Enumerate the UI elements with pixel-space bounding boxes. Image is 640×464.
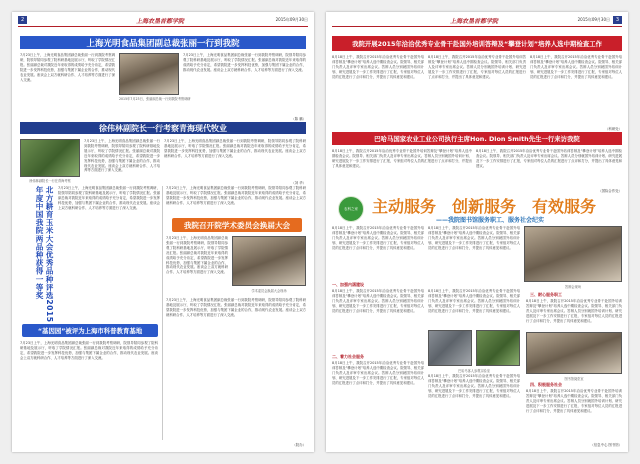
- slogan-part: 主动服务: [372, 197, 437, 216]
- article-text: 7月23日上午，上海光明食品集团副总裁张丽一行到我院考察调研，院领导陪同参观了院科研基地及展示厅，听取了学院情况汇报。张丽副总裁对我院近年来取得的成绩给予充分肯定，希望我院进一步发挥科技优势，加强与集团下属企业的合作，推动现代农业发展。座谈会上双方就科研合作、人才培养等方面进行了深入交流。: [166, 236, 228, 275]
- photo-caption: 徐伟林副院长一行在青海考察: [29, 179, 71, 183]
- masthead: 上海农垦首都学院: [136, 18, 185, 25]
- article-photo: [524, 226, 622, 282]
- issue-date: 2015年09月30日: [577, 17, 610, 22]
- article-text: 8月18日上午，我院召开2015年洽洽优秀专业骨干赴国外培训答辩及“攀登计划”培养人选中期检查会议。院领导、相关部门负责人及评审专家出席会议。答辩人员分别就国外培训计划、研究进展及下一步工作安排进行了汇报，专家组对每位人员的汇报进行了点评和打分，并提出了具体意见和建议。: [332, 226, 424, 250]
- article-photo: [428, 330, 472, 366]
- article-text: 7月23日上午，上海光明食品集团副总裁张丽一行到我院考察调研，院领导陪同参观了院科研基地及展示厅，听取了学院情况汇报。张丽副总裁对我院近年来取得的成绩给予充分肯定，希望我院进一步发挥科技优势，加强与集团下属企业的合作，推动现代农业发展。座谈会上双方就科研合作、人才培养等方面进行了深入交流。: [183, 53, 306, 72]
- photo-caption: 巴哈马客人参观实验室: [458, 369, 490, 373]
- article-text: 8月18日上午，我院召开2015年洽洽优秀专业骨干赴国外培训答辩及“攀登计划”培养人选中期检查会议。院领导、相关部门负责人及评审专家出席会议。答辩人员分别就国外培训计划、研究进展及下一步工作安排进行了汇报，专家组对每位人员的汇报进行了点评和打分，并提出了具体意见和建议。: [530, 55, 622, 79]
- article-text: 7月23日上午，上海光明食品集团副总裁张丽一行到我院考察调研，院领导陪同参观了院科研基地及展示厅，听取了学院情况汇报。张丽副总裁对我院近年来取得的成绩给予充分肯定，希望我院进一步发挥科技优势，加强与集团下属企业的合作，推动现代农业发展。座谈会上双方就科研合作、人才培养等方面进行了深入交流。: [84, 139, 160, 173]
- author-signature: （科研处）: [605, 127, 622, 131]
- article-text: 8月18日上午，我院召开2015年洽洽优秀专业骨干赴国外培训答辩及“攀登计划”培养人选中期检查会议。院领导、相关部门负责人及评审专家出席会议。答辩人员分别就国外培训计划、研究进展及下一步工作安排进行了汇报，专家组对每位人员的汇报进行了点评和打分，并提出了具体意见和建议。: [428, 55, 526, 79]
- photo-caption: 答辩会现场: [565, 285, 581, 289]
- article-text: 8月18日上午，我院召开2015年洽洽优秀专业骨干赴国外培训答辩及“攀登计划”培养人选中期检查会议。院领导、相关部门负责人及评审专家出席会议。答辩人员分别就国外培训计划、研究进展及下一步工作安排进行了汇报，专家组对每位人员的汇报进行了点评和打分，并提出了具体意见和建议。: [476, 149, 622, 168]
- right-page: [326, 12, 628, 452]
- article-photo: [232, 236, 306, 286]
- article-text: 8月18日上午，我院召开2015年洽洽优秀专业骨干赴国外培训答辩及“攀登计划”培养人选中期检查会议。院领导、相关部门负责人及评审专家出席会议。答辩人员分别就国外培训计划、研究进展及下一步工作安排进行了汇报，专家组对每位人员的汇报进行了点评和打分，并提出了具体意见和建议。: [428, 374, 520, 398]
- author-signature: （国际合作处）: [598, 189, 622, 193]
- feature-slogan: [372, 194, 596, 217]
- author-signature: （院办）: [292, 443, 306, 447]
- article-text: 7月23日上午，上海光明食品集团副总裁张丽一行到我院考察调研，院领导陪同参观了院科研基地及展示厅，听取了学院情况汇报。张丽副总裁对我院近年来取得的成绩给予充分肯定，希望我院进一步发挥科技优势，加强与集团下属企业的合作，推动现代农业发展。座谈会上双方就科研合作、人才培养等方面进行了深入交流。: [166, 186, 306, 205]
- left-header: [18, 16, 308, 26]
- section-heading: 一、加强内涵建设: [332, 282, 364, 287]
- slogan-part: 创新服务: [452, 197, 517, 216]
- article-text: 8月18日上午，我院召开2015年洽洽优秀专业骨干赴国外培训答辩及“攀登计划”培养人选中期检查会议。院领导、相关部门负责人及评审专家出席会议。答辩人员分别就国外培训计划、研究进展及下一步工作安排进行了汇报，专家组对每位人员的汇报进行了点评和打分，并提出了具体意见和建议。: [428, 226, 520, 250]
- slogan-part: 有效服务: [532, 197, 597, 216]
- article-text: 7月23日上午，上海光明食品集团副总裁张丽一行到我院考察调研，院领导陪同参观了院科研基地及展示厅，听取了学院情况汇报。张丽副总裁对我院近年来取得的成绩给予充分肯定，希望我院进一步发挥科技优势，加强与集团下属企业的合作，推动现代农业发展。座谈会上双方就科研合作、人才培养等方面进行了深入交流。: [20, 341, 158, 360]
- article-text: 8月18日上午，我院召开2015年洽洽优秀专业骨干赴国外培训答辩及“攀登计划”培养人选中期检查会议。院领导、相关部门负责人及评审专家出席会议。答辩人员分别就国外培训计划、研究进展及下一步工作安排进行了汇报，专家组对每位人员的汇报进行了点评和打分，并提出了具体意见和建议。: [526, 389, 622, 413]
- vertical-headline: 北方耕育玉米大会优秀品种评选2015年度中国我院两品种获得一等奖: [35, 186, 54, 323]
- section-heading: 二、着力社会服务: [332, 354, 364, 359]
- page-number: 3: [613, 16, 622, 24]
- article-text: 8月18日上午，我院召开2015年洽洽优秀专业骨干赴国外培训答辩及“攀登计划”培养人选中期检查会议。院领导、相关部门负责人及评审专家出席会议。答辩人员分别就国外培训计划、研究进展及下一步工作安排进行了汇报，专家组对每位人员的汇报进行了点评和打分，并提出了具体意见和建议。: [428, 289, 520, 313]
- article-text: 8月18日上午，我院召开2015年洽洽优秀专业骨干赴国外培训答辩及“攀登计划”培养人选中期检查会议。院领导、相关部门负责人及评审专家出席会议。答辩人员分别就国外培训计划、研究进展及下一步工作安排进行了汇报，专家组对每位人员的汇报进行了点评和打分，并提出了具体意见和建议。: [526, 299, 622, 323]
- headline-banner: 我院开展2015年洽洽优秀专业骨干赴国外培训答辩及“攀登计划”培养人选中期检查工作: [332, 36, 622, 51]
- article-text: 8月18日上午，我院召开2015年洽洽优秀专业骨干赴国外培训答辩及“攀登计划”培养人选中期检查会议。院领导、相关部门负责人及评审专家出席会议。答辩人员分别就国外培训计划、研究进展及下一步工作安排进行了汇报，专家组对每位人员的汇报进行了点评和打分，并提出了具体意见和建议。: [332, 361, 424, 385]
- article-photo: [476, 330, 520, 366]
- article-text: 7月23日上午，上海光明食品集团副总裁张丽一行到我院考察调研，院领导陪同参观了院科研基地及展示厅，听取了学院情况汇报。张丽副总裁对我院近年来取得的成绩给予充分肯定，希望我院进一步发挥科技优势，加强与集团下属企业的合作，推动现代农业发展。座谈会上双方就科研合作、人才培养等方面进行了深入交流。: [166, 298, 306, 317]
- headline-banner: “基因园”被评为上海市科普教育基地: [22, 324, 158, 337]
- author-signature: （信息中心 图书馆）: [590, 443, 622, 447]
- section-heading: 四、积极服务社会: [530, 382, 562, 387]
- header-rule: [18, 26, 308, 27]
- header-rule: [332, 26, 622, 27]
- article-text: 8月18日上午，我院召开2015年洽洽优秀专业骨干赴国外培训答辩及“攀登计划”培养人选中期检查会议。院领导、相关部门负责人及评审专家出席会议。答辩人员分别就国外培训计划、研究进展及下一步工作安排进行了汇报，专家组对每位人员的汇报进行了点评和打分，并提出了具体意见和建议。: [332, 55, 424, 79]
- masthead: 上海农垦首都学院: [450, 18, 499, 25]
- headline-banner: 徐伟林副院长一行考察青海现代牧业: [20, 122, 306, 134]
- right-header: [332, 16, 622, 26]
- photo-caption: 2015年7月23日，张丽副总裁一行到我院考察调研: [119, 97, 191, 101]
- photo-caption: 图书馆阅览室: [564, 377, 584, 381]
- page-number: 2: [18, 16, 27, 24]
- article-text: 7月23日上午，上海光明食品集团副总裁张丽一行到我院考察调研，院领导陪同参观了院科研基地及展示厅，听取了学院情况汇报。张丽副总裁对我院近年来取得的成绩给予充分肯定，希望我院进一步发挥科技优势，加强与集团下属企业的合作，推动现代农业发展。座谈会上双方就科研合作、人才培养等方面进行了深入交流。: [20, 53, 115, 82]
- article-photo: [526, 332, 622, 374]
- issue-date: 2015年09月30日: [275, 17, 308, 22]
- section-heading: 三、耐心服务职工: [530, 292, 562, 297]
- column-divider: [162, 186, 163, 440]
- article-photo: [20, 139, 80, 177]
- article-text: 8月18日上午，我院召开2015年洽洽优秀专业骨干赴国外培训答辩及“攀登计划”培养人选中期检查会议。院领导、相关部门负责人及评审专家出席会议。答辩人员分别就国外培训计划、研究进展及下一步工作安排进行了汇报，专家组对每位人员的汇报进行了点评和打分，并提出了具体意见和建议。: [332, 149, 472, 168]
- article-text: 7月23日上午，上海光明食品集团副总裁张丽一行到我院考察调研，院领导陪同参观了院科研基地及展示厅，听取了学院情况汇报。张丽副总裁对我院近年来取得的成绩给予充分肯定，希望我院进一步发挥科技优势，加强与集团下属企业的合作，推动现代农业发展。座谈会上双方就科研合作、人才培养等方面进行了深入交流。: [58, 186, 160, 210]
- headline-banner: 我院召开院学术委员会换届大会: [172, 218, 302, 232]
- author-signature: （陈 鹏）: [291, 117, 306, 121]
- feature-subtitle: ——我院图书馆服务职工、服务社会纪实: [436, 217, 545, 224]
- section-badge: 农科之家: [338, 196, 364, 222]
- photo-caption: 学术委员会换届大会现场: [251, 289, 287, 293]
- article-photo: [119, 53, 179, 95]
- left-page: [12, 12, 314, 452]
- author-signature: （刘 华）: [291, 181, 306, 185]
- article-text: 8月18日上午，我院召开2015年洽洽优秀专业骨干赴国外培训答辩及“攀登计划”培养人选中期检查会议。院领导、相关部门负责人及评审专家出席会议。答辩人员分别就国外培训计划、研究进展及下一步工作安排进行了汇报，专家组对每位人员的汇报进行了点评和打分，并提出了具体意见和建议。: [332, 289, 424, 313]
- article-text: 7月23日上午，上海光明食品集团副总裁张丽一行到我院考察调研，院领导陪同参观了院科研基地及展示厅，听取了学院情况汇报。张丽副总裁对我院近年来取得的成绩给予充分肯定，希望我院进一步发挥科技优势，加强与集团下属企业的合作，推动现代农业发展。座谈会上双方就科研合作、人才培养等方面进行了深入交流。: [164, 139, 306, 158]
- headline-banner: 上海光明食品集团副总裁张丽一行到我院: [20, 36, 306, 49]
- headline-banner: 巴哈马国家农业工业公司执行主席Hon. Dion Smith先生一行来访我院: [332, 132, 622, 145]
